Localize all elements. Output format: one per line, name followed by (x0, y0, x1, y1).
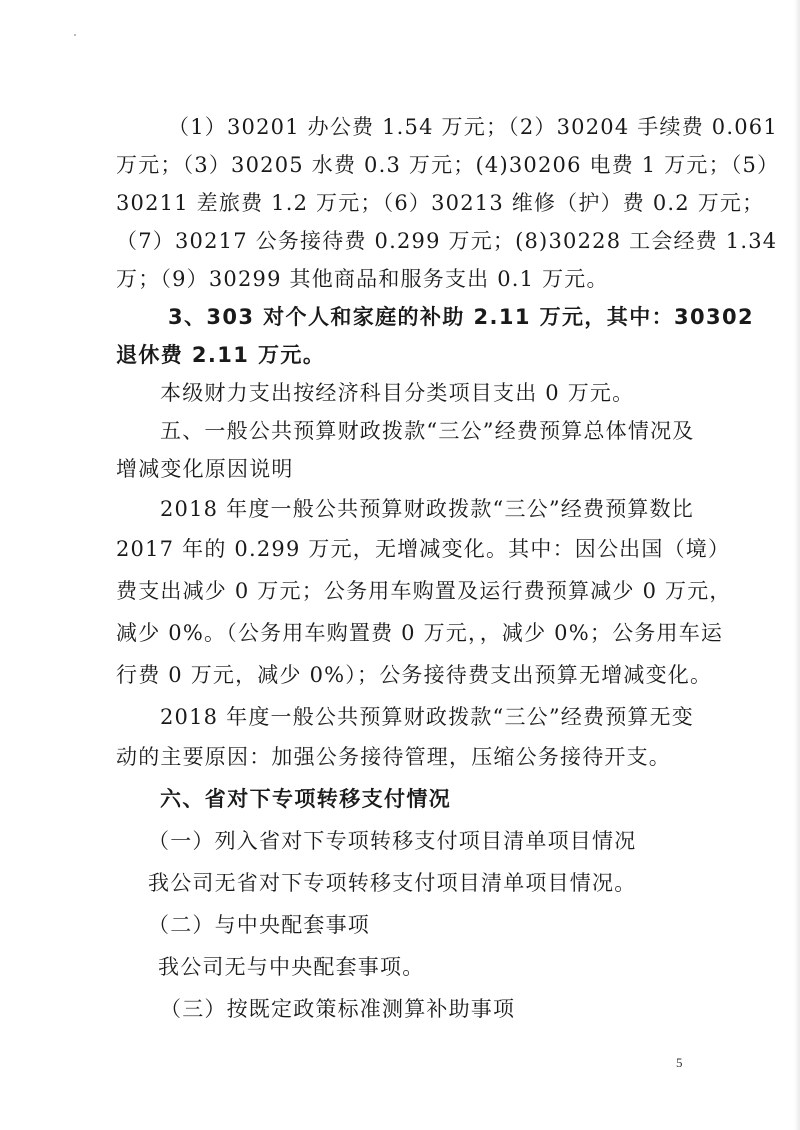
paragraph-line: 费支出减少 0 万元；公务用车购置及运行费预算减少 0 万元， (116, 579, 732, 603)
paragraph-line: 2017 年的 0.299 万元，无增减变化。其中：因公出国（境） (116, 537, 731, 561)
paragraph-line: 行费 0 万元，减少 0%）；公务接待费支出预算无增减变化。 (116, 663, 713, 687)
paragraph-line: 我公司无省对下专项转移支付项目清单项目情况。 (148, 871, 637, 895)
paragraph-line: 2018 年度一般公共预算财政拨款“三公”经费预算数比 (160, 497, 694, 521)
paragraph-line: （1）30201 办公费 1.54 万元；（2）30204 手续费 0.061 (168, 115, 778, 139)
paragraph-line: 2018 年度一般公共预算财政拨款“三公”经费预算无变 (160, 705, 694, 729)
page-number: 5 (676, 1055, 683, 1070)
subsection-heading-line: （二）与中央配套事项 (148, 913, 370, 937)
paragraph-line: 我公司无与中央配套事项。 (158, 955, 425, 979)
section-heading-line: 五、一般公共预算财政拨款“三公”经费预算总体情况及 (160, 419, 695, 443)
section-heading-line: 3、303 对个人和家庭的补助 2.11 万元，其中：30302 (168, 305, 755, 329)
subsection-heading-line: （一）列入省对下专项转移支付项目清单项目情况 (148, 829, 637, 853)
section-heading-line: 退休费 2.11 万元。 (116, 343, 326, 367)
paragraph-line: （7）30217 公务接待费 0.299 万元；(8)30228 工会经费 1.34 (116, 229, 778, 253)
paragraph-line: 本级财力支出按经济科目分类项目支出 0 万元。 (160, 381, 635, 405)
paragraph-line: 30211 差旅费 1.2 万元；（6）30213 维修（护）费 0.2 万元； (116, 191, 765, 215)
paragraph-line: 万元；（3）30205 水费 0.3 万元；(4)30206 电费 1 万元；（5） (116, 153, 780, 177)
paragraph-line: 减少 0%。（公务用车购置费 0 万元，，减少 0%；公务用车运 (116, 621, 724, 645)
paragraph-line: 动的主要原因：加强公务接待管理，压缩公务接待开支。 (116, 745, 671, 769)
section-heading-line: 增减变化原因说明 (116, 457, 294, 481)
subsection-heading-line: （三）按既定政策标准测算补助事项 (160, 997, 516, 1021)
scan-edge-shadow (794, 0, 800, 1130)
section-heading-line: 六、省对下专项转移支付情况 (160, 787, 452, 811)
scan-dot (74, 34, 76, 36)
paragraph-line: 万；（9）30299 其他商品和服务支出 0.1 万元。 (116, 267, 609, 291)
